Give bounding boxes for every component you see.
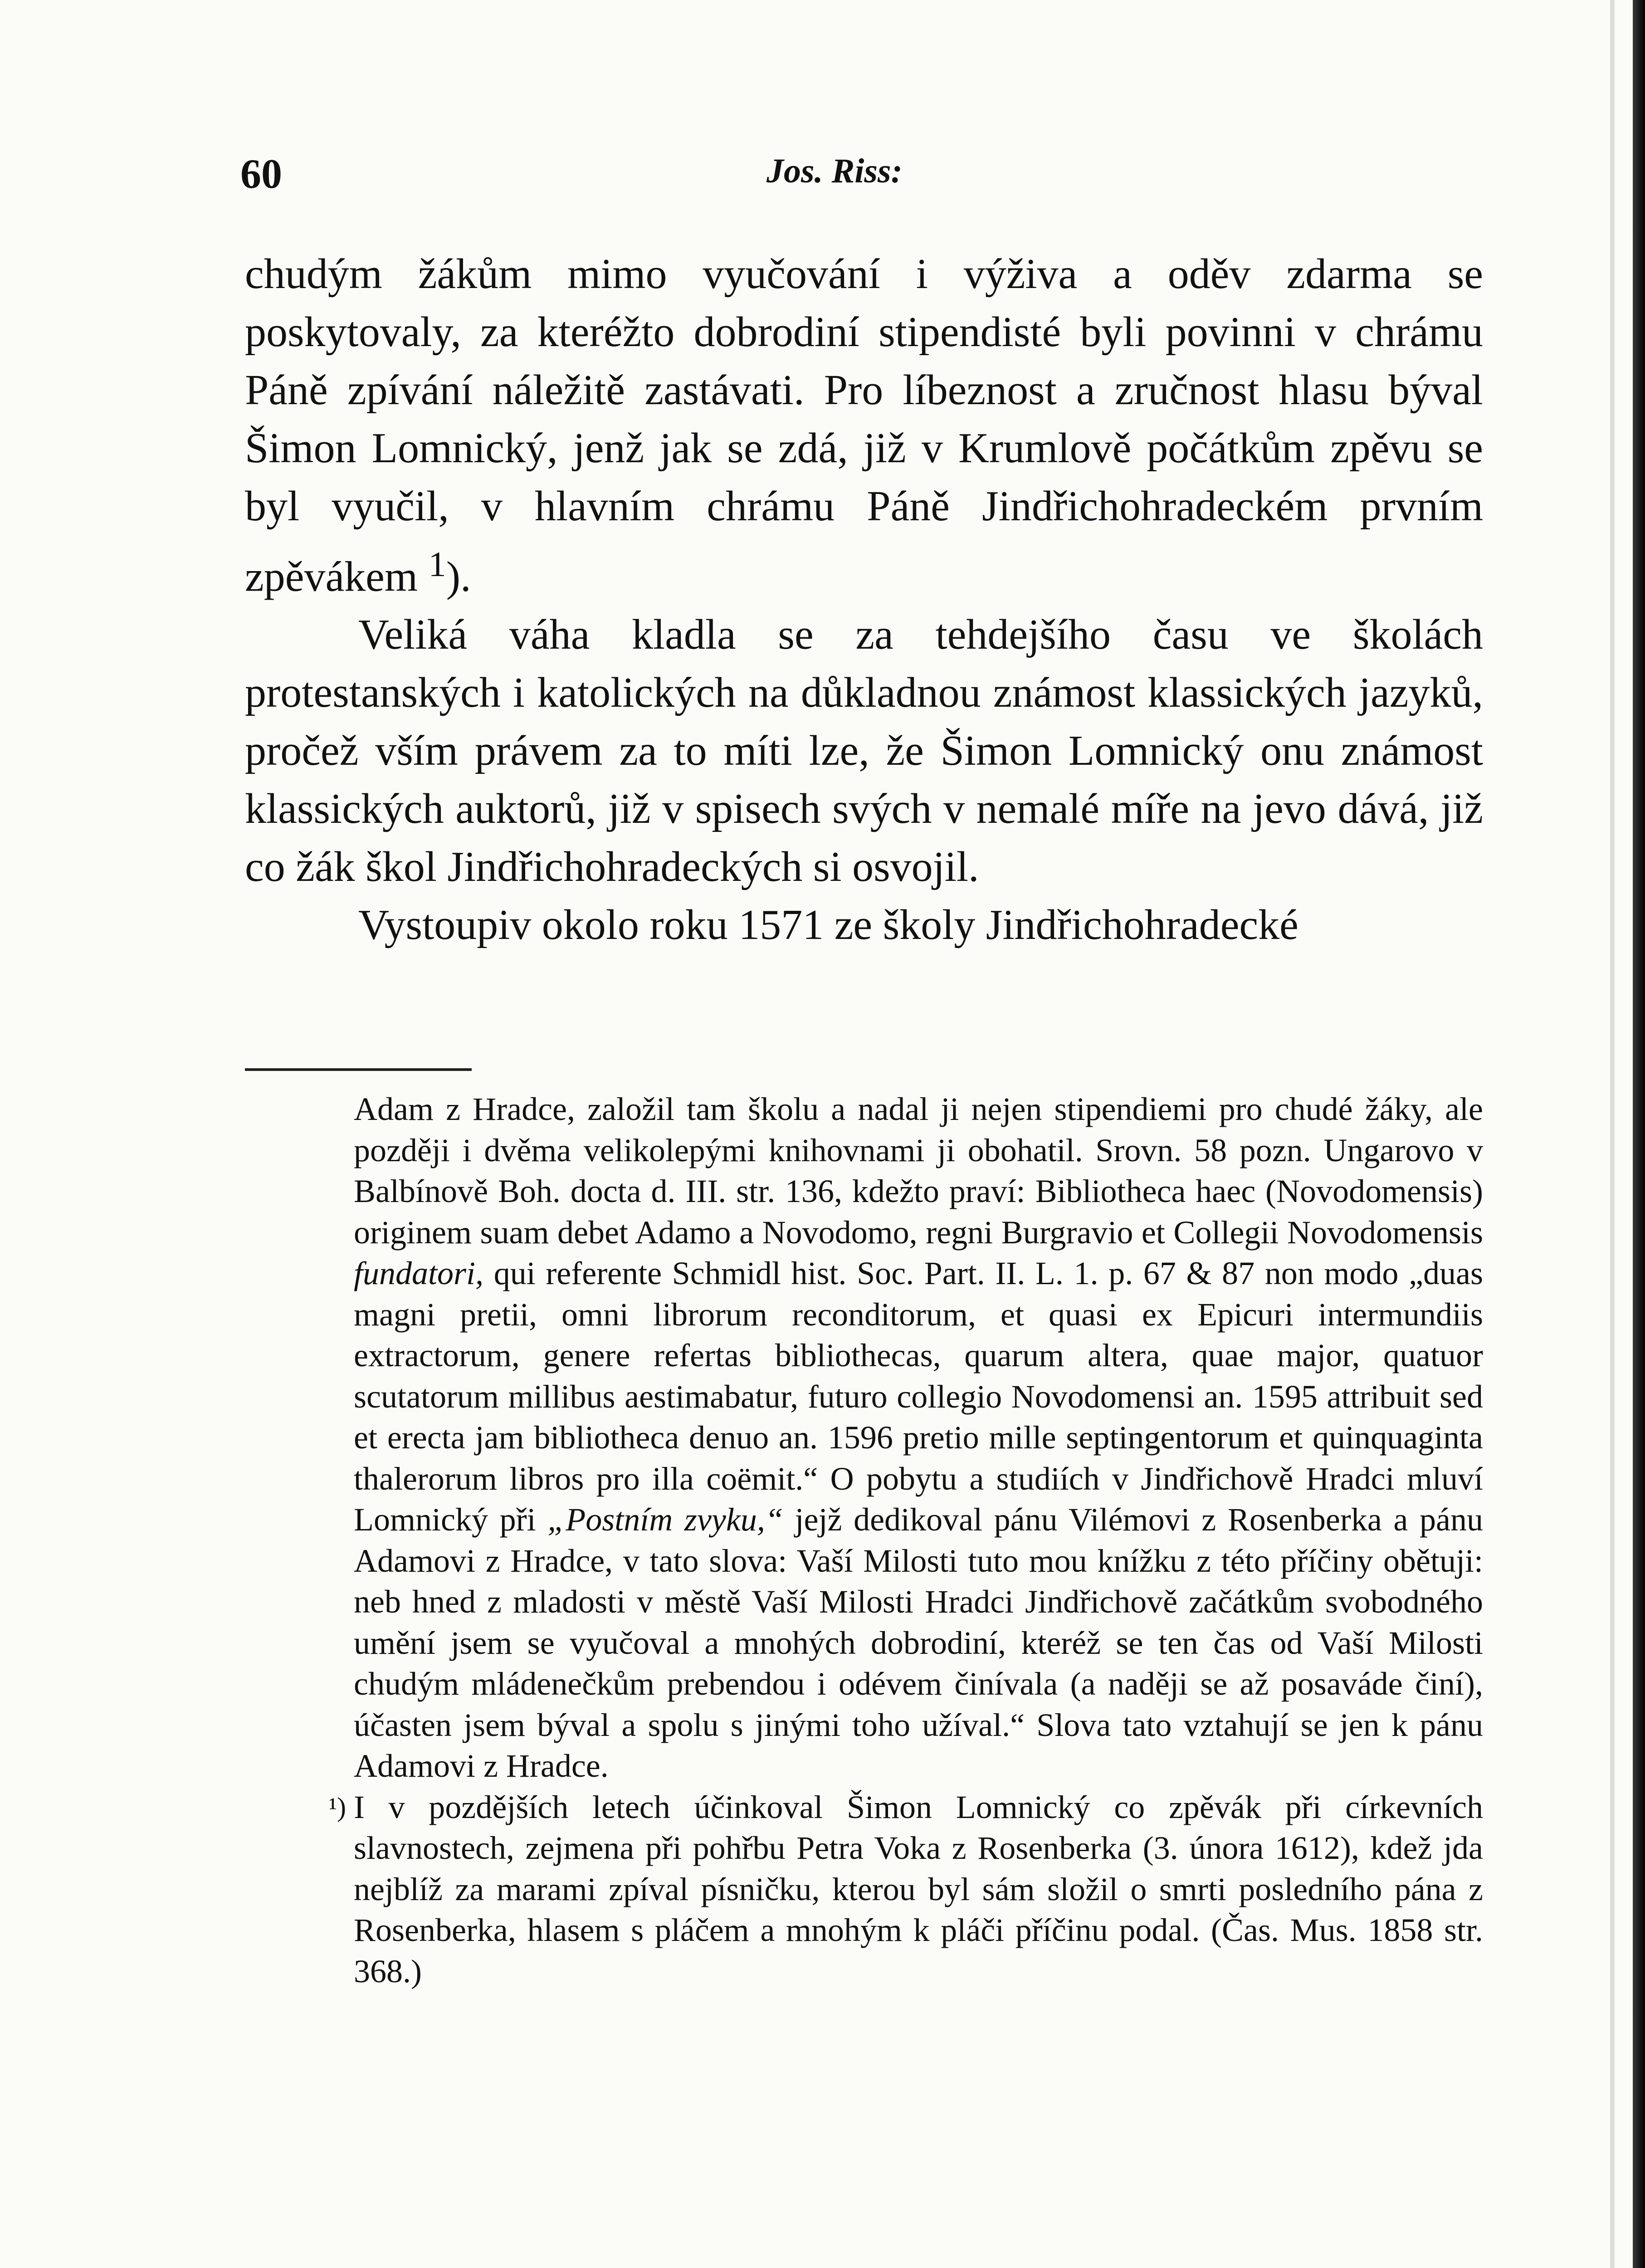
paragraph-1-text: chudým žákům mimo vyučování i výživa a oděv zdarma se poskytovaly, za kteréžto dobrodiní stipendisté byli povinni v chrámu Páně zpívání náležitě zastávati. Pro líbeznost a zručnost hlasu býval Šimon Lomnický, jenž jak se zdá, již v Krumlově počátkům zpěvu se byl vyučil, v hlavním chrámu Páně Jindřichohradeckém prvním zpěvákem [245, 250, 1483, 601]
main-text [245, 245, 1483, 954]
footnote-1-text: I v pozdějších letech účinkoval Šimon Lomnický co zpěvák při církevních slavnostech, zejmena při pohřbu Petra Voka z Rosenberka (3. února 1612), kdež jda nejblíž za marami zpíval písničku, kterou byl sám složil o smrti posledního pána z Rosenberka, hlasem s pláčem a mnohým k pláči příčinu podal. (Čas. Mus. 1858 str. 368.) [354, 1789, 1483, 1989]
footnote-italic-title: „Postním zvyku,“ [547, 1501, 783, 1538]
footnotes [329, 1089, 1484, 1992]
page-gutter-shadow [1610, 0, 1615, 2268]
footnote-italic-fundatori: fundatori, [354, 1255, 484, 1291]
paragraph-2: Veliká váha kladla se za tehdejšího času ve školách protestanských i katolických na důkladnou známost klassických jazyků, pročež vším právem za to míti lze, že Šimon Lomnický onu známost klassických auktorů, již v spisech svých v nemalé míře na jevo dává, již co žák škol Jindřichohradeckých si osvojil. [245, 611, 1483, 891]
running-title: Jos. Riss: [766, 152, 903, 190]
paragraph-1 [245, 245, 1483, 606]
footnote-1 [329, 1787, 1483, 1992]
footnote-separator-rule [245, 1068, 472, 1071]
paragraph-1-end: ). [446, 553, 471, 601]
footnote-continuation-text-a: Adam z Hradce, založil tam školu a nadal ji nejen stipendiemi pro chudé žáky, ale později i dvěma velikolepými knihovnami ji obohatil. Srovn. 58 pozn. Ungarovo v Balbínově Boh. docta d. III. str. 136, kdežto praví: Bibliotheca haec (Novodomensis) originem suam debet Adamo a Novodomo, regni Burgravio et Collegii Novodomensis [354, 1091, 1483, 1251]
footnote-continuation [354, 1089, 1483, 1787]
running-head [0, 150, 1633, 204]
scan-dark-edge [1633, 0, 1645, 2268]
page-number: 60 [240, 151, 282, 197]
footnote-1-marker: ¹) [329, 1792, 346, 1822]
paragraph-3: Vystoupiv okolo roku 1571 ze školy Jindřichohradecké [358, 901, 1298, 949]
footnote-reference: 1 [428, 544, 446, 584]
footnote-continuation-text-c: jejž dedikoval pánu Vilémovi z Rosenberka a pánu Adamovi z Hradce, v tato slova: Vaší Milosti tuto mou knížku z této příčiny obětuji: neb hned z mladosti v městě Vaší Milosti Hradci Jindřichově začátkům svobodného umění jsem se vyučoval a mnohých dobrodiní, kteréž se ten čas od Vaší Milosti chudým mládenečkům prebendou i odévem činívala (a naději se až posaváde činí), účasten jsem býval a spolu s jinými toho užíval.“ Slova tato vztahují se jen k pánu Adamovi z Hradce. [354, 1501, 1484, 1784]
footnote-continuation-text-b: qui referente Schmidl hist. Soc. Part. II. L. 1. p. 67 & 87 non modo „duas magni pretii, omni librorum reconditorum, et quasi ex Epicuri intermundiis extractorum, genere refertas bibliothecas, quarum altera, quae major, quatuor scutatorum millibus aestimabatur, futuro collegio Novodomensi an. 1595 attribuit sed et erecta jam bibliotheca denuo an. 1596 pretio mille septingentorum et quinquaginta thalerorum libros pro illa coëmit.“ O pobytu a studiích v Jindřichově Hradci mluví Lomnický při [354, 1255, 1484, 1538]
